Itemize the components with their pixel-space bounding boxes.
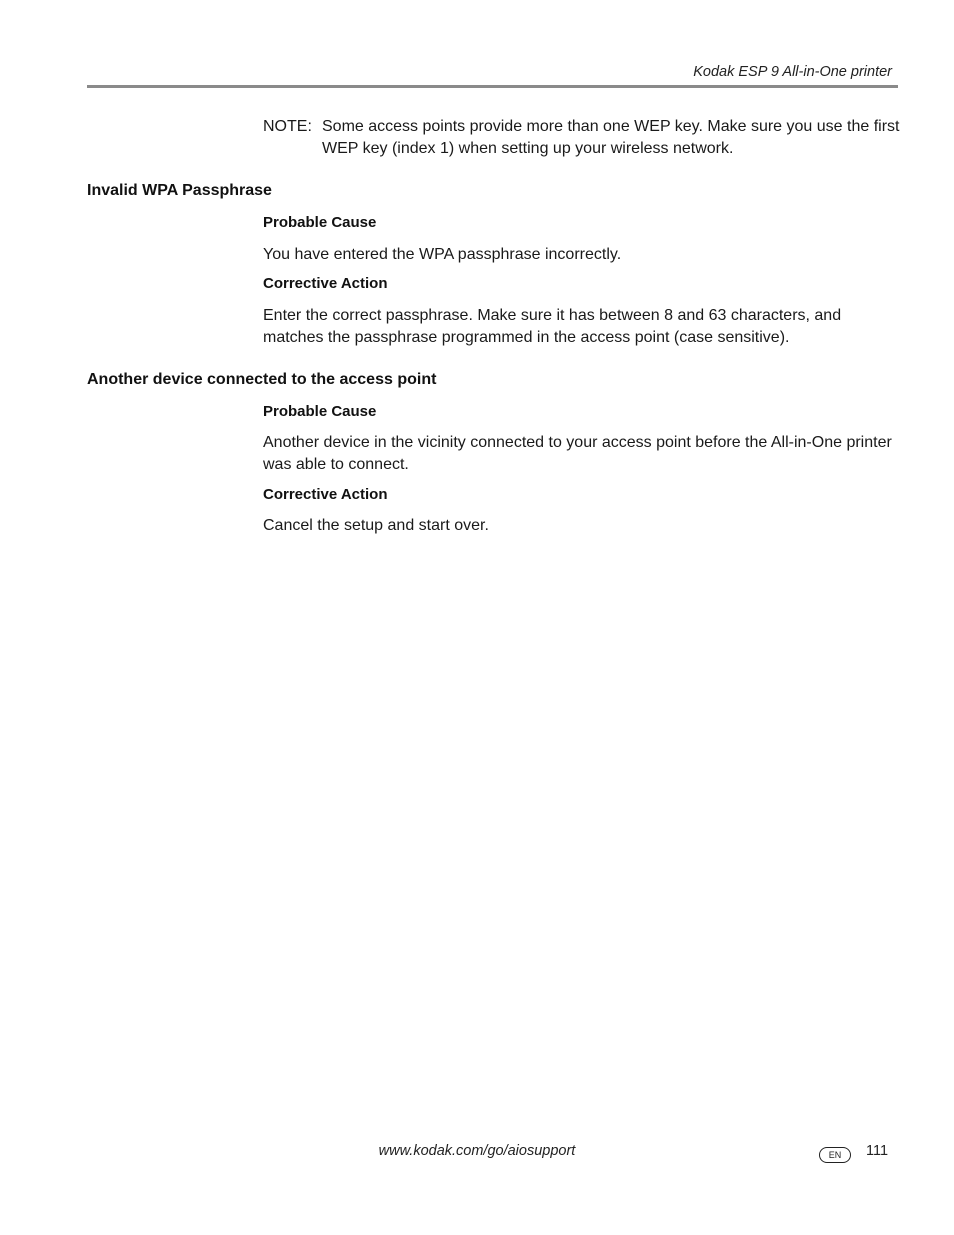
language-badge: EN [819,1147,851,1163]
header-divider [87,85,898,88]
footer-support-url: www.kodak.com/go/aiosupport [378,1143,576,1159]
corrective-action-text: Cancel the setup and start over. [263,517,489,534]
note-block [263,116,903,160]
corrective-action-heading: Corrective Action [263,486,388,503]
section-heading-invalid-wpa: Invalid WPA Passphrase [87,182,272,199]
probable-cause-heading: Probable Cause [263,214,377,231]
note-label: NOTE: [263,118,312,135]
section-heading-another-device: Another device connected to the access point [87,371,437,388]
probable-cause-heading: Probable Cause [263,403,377,420]
corrective-action-text: Enter the correct passphrase. Make sure it has between 8 and 63 characters, and matches the passphrase programmed in the access point (case sensitive). [263,307,842,346]
corrective-action-heading: Corrective Action [263,275,388,292]
probable-cause-text: You have entered the WPA passphrase incorrectly. [263,246,622,263]
running-header-title: Kodak ESP 9 All-in-One printer [693,64,892,80]
note-text: Some access points provide more than one WEP key. Make sure you use the first WEP key (index 1) when setting up your wireless network. [322,118,900,157]
probable-cause-text: Another device in the vicinity connected to your access point before the All-in-One printer was able to connect. [263,434,892,473]
page-number: 111 [866,1143,889,1159]
